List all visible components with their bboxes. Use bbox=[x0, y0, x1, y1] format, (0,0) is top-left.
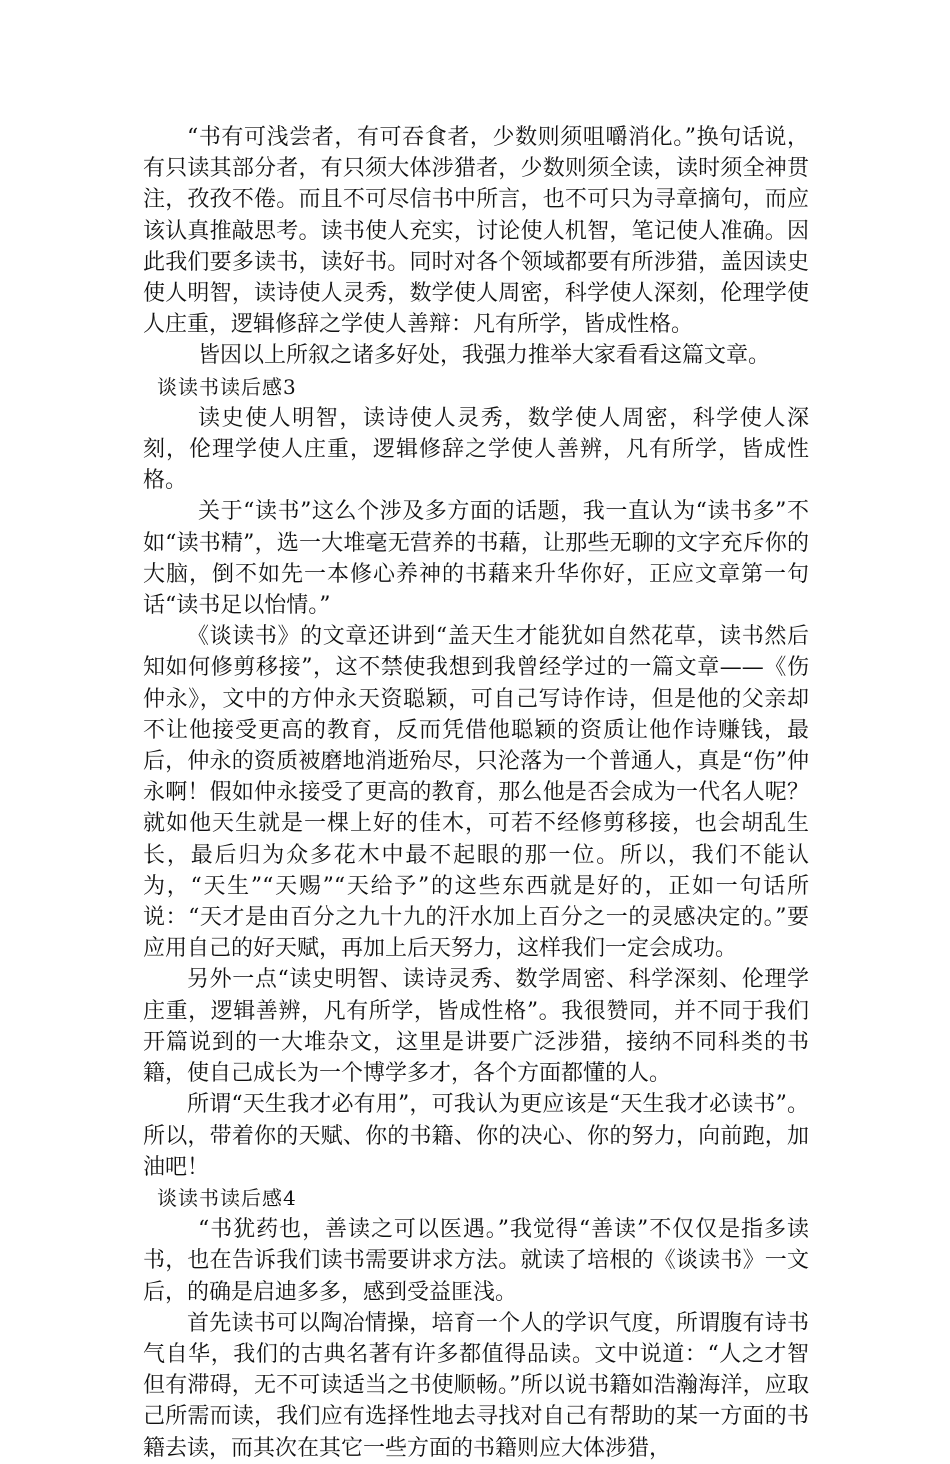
paragraph-zhongyong: 《谈读书》的文章还讲到“盖天生才能犹如自然花草，读书然后知如何修剪移接”，这不禁使我想到我曾经学过的一篇文章——《伤仲永》，文中的方仲永天资聪颖，可自己写诗作诗，但是他的父亲却不让他接受更高的教育，反而凭借他聪颖的资质让他作诗赚钱，最后，仲永的资质被磨地消逝殆尽，只沦落为一个普通人，真是“伤”仲永啊！假如仲永接受了更高的教育，那么他是否会成为一代名人呢？就如他天生就是一棵上好的佳木，可若不经修剪移接，也会胡乱生长，最后归为众多花木中最不起眼的那一位。所以，我们不能认为，“天生”“天赐”“天给予”的这些东西就是好的，正如一句话所说：“天才是由百分之九十九的汗水加上百分之一的灵感决定的。”要应用自己的好天赋，再加上后天努力，这样我们一定会成功。 bbox=[143, 624, 809, 962]
section-heading-3: 谈读书读后感3 bbox=[157, 374, 297, 399]
paragraph-reading-history: 读史使人明智，读诗使人灵秀，数学使人周密，科学使人深刻，伦理学使人庄重，逻辑修辞之学使人善辨，凡有所学，皆成性格。 bbox=[143, 405, 809, 494]
paragraph-talent: 所谓“天生我才必有用”，可我认为更应该是“天生我才必读书”。所以，带着你的天赋、你的书籍、你的决心、你的努力，向前跑，加油吧！ bbox=[143, 1092, 809, 1180]
document-body bbox=[143, 122, 809, 1464]
section-heading-4: 谈读书读后感4 bbox=[157, 1185, 297, 1210]
paragraph-reading-methods: “书有可浅尝者，有可吞食者，少数则须咀嚼消化。”换句话说，有只读其部分者，有只须大体涉猎者，少数则须全读，读时须全神贯注，孜孜不倦。而且不可尽信书中所言，也不可只为寻章摘句，而应该认真推敲思考。读书使人充实，讨论使人机智，笔记使人准确。因此我们要多读书，读好书。同时对各个领域都要有所涉猎，盖因读史使人明智，读诗使人灵秀，数学使人周密，科学使人深刻，伦理学使人庄重，逻辑修辞之学使人善辩：凡有所学，皆成性格。 bbox=[143, 125, 809, 338]
paragraph-broad-reading: 另外一点“读史明智、读诗灵秀、数学周密、科学深刻、伦理学庄重，逻辑善辨，凡有所学，皆成性格”。我很赞同，并不同于我们开篇说到的一大堆杂文，这里是讲要广泛涉猎，接纳不同科类的书籍，使自己成长为一个博学多才，各个方面都懂的人。 bbox=[143, 967, 809, 1087]
paragraph-cultivation: 首先读书可以陶冶情操，培育一个人的学识气度，所谓腹有诗书气自华，我们的古典名著有许多都值得品读。文中说道：“人之才智但有滞碍，无不可读适当之书使顺畅。”所以说书籍如浩瀚海洋，应取己所需而读，我们应有选择性地去寻找对自己有帮助的某一方面的书籍去读，而其次在其它一些方面的书籍则应大体涉猎， bbox=[143, 1310, 809, 1461]
paragraph-good-reading: “书犹药也，善读之可以医遇。”我觉得“善读”不仅仅是指多读书，也在告诉我们读书需要讲求方法。就读了培根的《谈读书》一文后，的确是启迪多多，感到受益匪浅。 bbox=[143, 1217, 809, 1305]
paragraph-reading-quality: 关于“读书”这么个涉及多方面的话题，我一直认为“读书多”不如“读书精”，选一大堆毫无营养的书藉，让那些无聊的文字充斥你的大脑，倒不如先一本修心养神的书藉来升华你好，正应文章第一句话“读书足以怡情。” bbox=[143, 499, 809, 619]
paragraph-recommendation: 皆因以上所叙之诸多好处，我强力推举大家看看这篇文章。 bbox=[198, 343, 771, 369]
